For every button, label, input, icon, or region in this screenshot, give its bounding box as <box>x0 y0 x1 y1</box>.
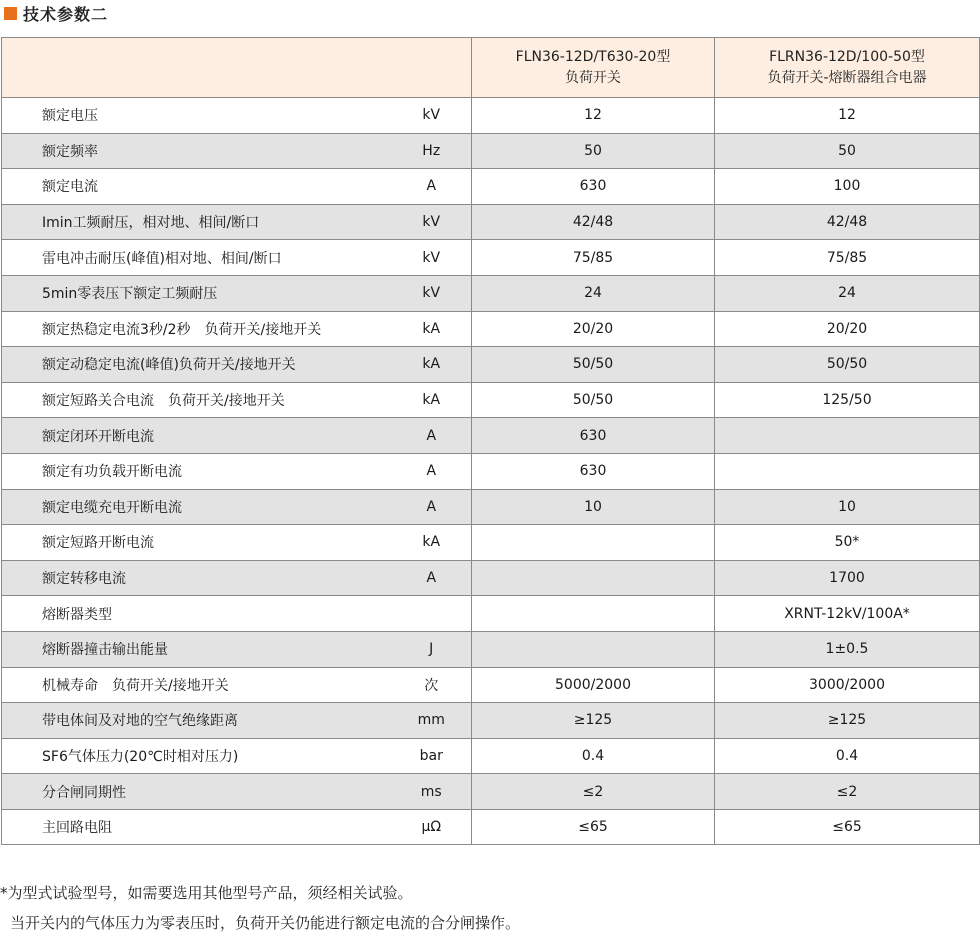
value-model-1-cell: ≤65 <box>472 809 715 845</box>
param-name-cell: 5min零表压下额定工频耐压 <box>2 275 392 311</box>
unit-cell <box>392 596 472 632</box>
unit-cell: kA <box>392 525 472 561</box>
unit-cell: A <box>392 418 472 454</box>
unit-cell: kV <box>392 98 472 134</box>
value-model-2-cell: 50 <box>715 133 980 169</box>
footnote-1: *为型式试验型号，如需要选用其他型号产品，须经相关试验。 <box>0 884 413 902</box>
value-model-1-cell: 50/50 <box>472 382 715 418</box>
param-name-cell: 额定有功负载开断电流 <box>2 453 392 489</box>
unit-cell: 次 <box>392 667 472 703</box>
value-model-2-cell: 100 <box>715 169 980 205</box>
param-name-cell: 额定转移电流 <box>2 560 392 596</box>
footnote-2: 当开关内的气体压力为零表压时，负荷开关仍能进行额定电流的合分闸操作。 <box>10 914 521 932</box>
value-model-1-cell: 50 <box>472 133 715 169</box>
param-name-cell: 熔断器撞击输出能量 <box>2 631 392 667</box>
unit-cell: A <box>392 489 472 525</box>
value-model-1-cell: 42/48 <box>472 204 715 240</box>
unit-cell: A <box>392 560 472 596</box>
table-row <box>2 133 980 169</box>
value-model-2-cell: 1700 <box>715 560 980 596</box>
unit-cell: kA <box>392 382 472 418</box>
param-name-cell: 雷电冲击耐压(峰值)相对地、相间/断口 <box>2 240 392 276</box>
unit-cell: μΩ <box>392 809 472 845</box>
unit-cell: A <box>392 453 472 489</box>
unit-cell: bar <box>392 738 472 774</box>
param-name-cell: SF6气体压力(20℃时相对压力) <box>2 738 392 774</box>
value-model-2-cell: 50* <box>715 525 980 561</box>
orange-square-icon <box>4 7 17 20</box>
table-row <box>2 382 980 418</box>
table-header-row <box>2 38 980 98</box>
unit-cell: kV <box>392 240 472 276</box>
value-model-1-cell: 50/50 <box>472 347 715 383</box>
table-row <box>2 738 980 774</box>
param-name-cell: 额定短路关合电流 负荷开关/接地开关 <box>2 382 392 418</box>
value-model-1-cell <box>472 596 715 632</box>
header-model-2 <box>715 38 980 98</box>
table-row <box>2 489 980 525</box>
header-blank-cell <box>2 38 472 98</box>
table-row <box>2 204 980 240</box>
spec-table <box>1 37 980 845</box>
value-model-2-cell <box>715 453 980 489</box>
value-model-1-cell <box>472 631 715 667</box>
value-model-1-cell: 12 <box>472 98 715 134</box>
unit-cell: kA <box>392 347 472 383</box>
unit-cell: Hz <box>392 133 472 169</box>
value-model-2-cell <box>715 418 980 454</box>
value-model-1-cell: 0.4 <box>472 738 715 774</box>
section-title: 技术参数二 <box>23 4 109 24</box>
header-model-1 <box>472 38 715 98</box>
value-model-2-cell: 125/50 <box>715 382 980 418</box>
table-row <box>2 774 980 810</box>
unit-cell: mm <box>392 703 472 739</box>
table-row <box>2 347 980 383</box>
value-model-1-cell: ≥125 <box>472 703 715 739</box>
table-row <box>2 98 980 134</box>
unit-cell: kV <box>392 204 472 240</box>
table-row <box>2 311 980 347</box>
header-model-2-name: FLRN36-12D/100-50型 <box>769 48 925 65</box>
value-model-1-cell: 630 <box>472 169 715 205</box>
unit-cell: kV <box>392 275 472 311</box>
param-name-cell: 额定动稳定电流(峰值)负荷开关/接地开关 <box>2 347 392 383</box>
table-row <box>2 703 980 739</box>
header-model-1-name: FLN36-12D/T630-20型 <box>515 48 671 65</box>
value-model-2-cell: 12 <box>715 98 980 134</box>
param-name-cell: 分合闸同期性 <box>2 774 392 810</box>
value-model-1-cell: 24 <box>472 275 715 311</box>
value-model-2-cell: ≥125 <box>715 703 980 739</box>
header-model-2-desc: 负荷开关-熔断器组合电器 <box>767 69 927 86</box>
param-name-cell: 额定闭环开断电流 <box>2 418 392 454</box>
unit-cell: A <box>392 169 472 205</box>
table-row <box>2 596 980 632</box>
param-name-cell: 熔断器类型 <box>2 596 392 632</box>
value-model-2-cell: ≤65 <box>715 809 980 845</box>
value-model-2-cell: 50/50 <box>715 347 980 383</box>
value-model-2-cell: 10 <box>715 489 980 525</box>
param-name-cell: 额定电流 <box>2 169 392 205</box>
value-model-1-cell: ≤2 <box>472 774 715 810</box>
param-name-cell: 额定频率 <box>2 133 392 169</box>
param-name-cell: Imin工频耐压，相对地、相间/断口 <box>2 204 392 240</box>
value-model-2-cell: 75/85 <box>715 240 980 276</box>
param-name-cell: 带电体间及对地的空气绝缘距离 <box>2 703 392 739</box>
value-model-1-cell: 630 <box>472 453 715 489</box>
table-row <box>2 240 980 276</box>
header-model-1-desc: 负荷开关 <box>565 69 621 86</box>
unit-cell: J <box>392 631 472 667</box>
value-model-2-cell: 24 <box>715 275 980 311</box>
table-row <box>2 809 980 845</box>
value-model-1-cell: 10 <box>472 489 715 525</box>
value-model-2-cell: 20/20 <box>715 311 980 347</box>
value-model-2-cell: 3000/2000 <box>715 667 980 703</box>
value-model-2-cell: XRNT-12kV/100A* <box>715 596 980 632</box>
value-model-1-cell: 630 <box>472 418 715 454</box>
table-row <box>2 169 980 205</box>
section-header <box>4 0 108 26</box>
spec-table-body <box>2 98 980 845</box>
param-name-cell: 机械寿命 负荷开关/接地开关 <box>2 667 392 703</box>
param-name-cell: 额定电压 <box>2 98 392 134</box>
param-name-cell: 额定电缆充电开断电流 <box>2 489 392 525</box>
footnotes <box>0 878 520 938</box>
value-model-2-cell: 0.4 <box>715 738 980 774</box>
value-model-1-cell: 5000/2000 <box>472 667 715 703</box>
unit-cell: kA <box>392 311 472 347</box>
param-name-cell: 额定热稳定电流3秒/2秒 负荷开关/接地开关 <box>2 311 392 347</box>
value-model-2-cell: 1±0.5 <box>715 631 980 667</box>
table-row <box>2 667 980 703</box>
value-model-1-cell: 75/85 <box>472 240 715 276</box>
table-row <box>2 275 980 311</box>
param-name-cell: 主回路电阻 <box>2 809 392 845</box>
value-model-1-cell: 20/20 <box>472 311 715 347</box>
table-row <box>2 525 980 561</box>
value-model-1-cell <box>472 560 715 596</box>
table-row <box>2 631 980 667</box>
value-model-2-cell: ≤2 <box>715 774 980 810</box>
value-model-1-cell <box>472 525 715 561</box>
table-row <box>2 418 980 454</box>
table-row <box>2 560 980 596</box>
unit-cell: ms <box>392 774 472 810</box>
table-row <box>2 453 980 489</box>
param-name-cell: 额定短路开断电流 <box>2 525 392 561</box>
value-model-2-cell: 42/48 <box>715 204 980 240</box>
